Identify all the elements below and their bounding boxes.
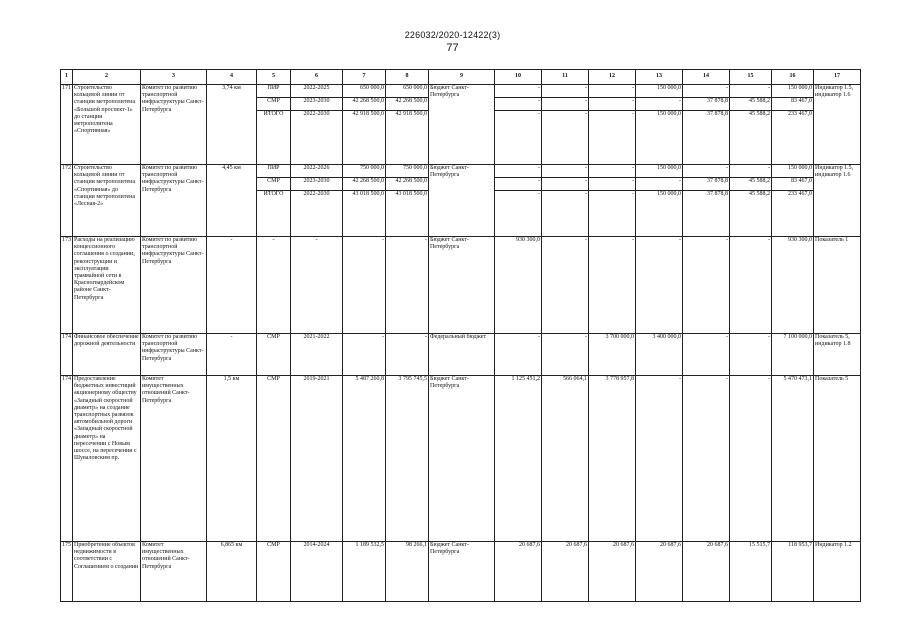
- indicator-cell: Индикатор 1.2: [814, 542, 861, 602]
- length-cell: 4,45 км: [207, 165, 257, 237]
- length-cell: -: [207, 334, 257, 376]
- year-amount-cell-12: -: [589, 178, 636, 191]
- year-amount-cell-13: -: [636, 237, 683, 334]
- header-row: [61, 70, 861, 85]
- row-number-cell: 171: [61, 85, 73, 165]
- year-amount-cell-13: -: [636, 178, 683, 191]
- length-cell: 3,74 км: [207, 85, 257, 165]
- year-amount-cell-13: -: [636, 376, 683, 542]
- remaining-cost-cell: 42 268 500,0: [386, 98, 429, 111]
- column-header: 13: [636, 70, 683, 85]
- executor-cell: Комитет имущественных отношений Санкт-Петербурга: [141, 376, 207, 542]
- year-amount-cell-11: -: [542, 178, 589, 191]
- year-amount-cell-14: 37 878,8: [683, 111, 730, 165]
- year-amount-cell-14: 37 878,8: [683, 191, 730, 237]
- total-cost-cell: -: [343, 237, 386, 334]
- row-number-cell: 174: [61, 376, 73, 542]
- row-number-cell: 174: [61, 334, 73, 376]
- remaining-cost-cell: -: [386, 237, 429, 334]
- year-amount-cell-13: -: [636, 98, 683, 111]
- year-amount-cell-16: 7 100 000,0: [772, 334, 814, 376]
- year-amount-cell-10: -: [495, 111, 542, 165]
- year-amount-cell-15: 45 588,2: [730, 178, 772, 191]
- year-amount-cell-16: 83 467,0: [772, 98, 814, 111]
- year-amount-cell-12: -: [589, 98, 636, 111]
- activity-name-cell: Финансовое обеспечение дорожной деятельности: [73, 334, 141, 376]
- work-type-cell: ИТОГО: [257, 191, 291, 237]
- remaining-cost-cell: -: [386, 334, 429, 376]
- column-header: 17: [814, 70, 861, 85]
- indicator-cell: Индикатор 1.5, индикатор 1.6: [814, 165, 861, 237]
- year-amount-cell-11: -: [542, 191, 589, 237]
- length-cell: -: [207, 237, 257, 334]
- column-header: 5: [257, 70, 291, 85]
- year-amount-cell-12: 20 687,6: [589, 542, 636, 602]
- year-amount-cell-14: -: [683, 165, 730, 178]
- period-cell: 2023-2030: [291, 178, 343, 191]
- year-amount-cell-12: -: [589, 237, 636, 334]
- year-amount-cell-10: -: [495, 191, 542, 237]
- column-header: 12: [589, 70, 636, 85]
- column-header: 16: [772, 70, 814, 85]
- funding-source-cell: Бюджет Санкт-Петербурга: [429, 165, 495, 237]
- year-amount-cell-14: 37 878,8: [683, 178, 730, 191]
- year-amount-cell-11: -: [542, 165, 589, 178]
- column-header: 7: [343, 70, 386, 85]
- row-number-cell: 173: [61, 237, 73, 334]
- year-amount-cell-10: 1 125 451,2: [495, 376, 542, 542]
- year-amount-cell-13: 150 000,0: [636, 191, 683, 237]
- year-amount-cell-15: 45 588,2: [730, 111, 772, 165]
- year-amount-cell-16: 118 953,7: [772, 542, 814, 602]
- year-amount-cell-15: -: [730, 237, 772, 334]
- document-number: 226032/2020-12422(3): [404, 30, 501, 40]
- work-type-cell: СМР: [257, 178, 291, 191]
- remaining-cost-cell: 650 000,0: [386, 85, 429, 98]
- total-cost-cell: 1 189 532,5: [343, 542, 386, 602]
- column-header: 14: [683, 70, 730, 85]
- table-row: [61, 85, 861, 98]
- activity-name-cell: Расходы на реализацию концессионного соглашения о создании, реконструкции и эксплуатации трамвайной сети в Красногвардейском районе Санкт-Петербурга: [73, 237, 141, 334]
- year-amount-cell-10: -: [495, 98, 542, 111]
- year-amount-cell-16: 150 000,0: [772, 85, 814, 98]
- year-amount-cell-15: -: [730, 85, 772, 98]
- year-amount-cell-15: -: [730, 165, 772, 178]
- year-amount-cell-10: 20 687,6: [495, 542, 542, 602]
- executor-cell: Комитет имущественных отношений Санкт-Петербурга: [141, 542, 207, 602]
- column-header: 15: [730, 70, 772, 85]
- work-type-cell: СМР: [257, 542, 291, 602]
- column-header: 1: [61, 70, 73, 85]
- activity-name-cell: Приобретение объектов недвижимости в соответствии с Соглашением о создании: [73, 542, 141, 602]
- table-row: [61, 542, 861, 602]
- work-type-cell: СМР: [257, 98, 291, 111]
- row-number-cell: 172: [61, 165, 73, 237]
- length-cell: 1,5 км: [207, 376, 257, 542]
- table-row: [61, 237, 861, 334]
- work-type-cell: СМР: [257, 334, 291, 376]
- year-amount-cell-15: -: [730, 376, 772, 542]
- column-header: 8: [386, 70, 429, 85]
- indicator-cell: Показатель 1: [814, 237, 861, 334]
- year-amount-cell-15: 45 588,2: [730, 98, 772, 111]
- column-header: 3: [141, 70, 207, 85]
- executor-cell: Комитет по развитию транспортной инфраструктуры Санкт-Петербурга: [141, 237, 207, 334]
- year-amount-cell-15: -: [730, 334, 772, 376]
- column-header: 2: [73, 70, 141, 85]
- year-amount-cell-11: -: [542, 334, 589, 376]
- executor-cell: Комитет по развитию транспортной инфраструктуры Санкт-Петербурга: [141, 85, 207, 165]
- year-amount-cell-14: -: [683, 85, 730, 98]
- indicator-cell: Показатель 5, индикатор 1.8: [814, 334, 861, 376]
- year-amount-cell-10: 930 300,0: [495, 237, 542, 334]
- year-amount-cell-11: -: [542, 237, 589, 334]
- table-container: [60, 69, 854, 629]
- work-type-cell: -: [257, 237, 291, 334]
- remaining-cost-cell: 42 268 500,0: [386, 178, 429, 191]
- table-row: [61, 334, 861, 376]
- year-amount-cell-16: 5 470 473,1: [772, 376, 814, 542]
- year-amount-cell-13: 150 000,0: [636, 85, 683, 98]
- year-amount-cell-10: -: [495, 165, 542, 178]
- year-amount-cell-10: -: [495, 85, 542, 98]
- remaining-cost-cell: 43 018 500,0: [386, 191, 429, 237]
- period-cell: 2019-2021: [291, 376, 343, 542]
- activity-name-cell: Строительство кольцевой линии от станции метрополитена «Большой проспект-1» до станции метрополитена «Спортивная»: [73, 85, 141, 165]
- column-header: 10: [495, 70, 542, 85]
- year-amount-cell-11: -: [542, 85, 589, 98]
- year-amount-cell-15: 15 515,7: [730, 542, 772, 602]
- total-cost-cell: 42 268 500,0: [343, 98, 386, 111]
- year-amount-cell-10: -: [495, 334, 542, 376]
- year-amount-cell-16: 83 467,0: [772, 178, 814, 191]
- year-amount-cell-14: -: [683, 334, 730, 376]
- year-amount-cell-12: 3 778 957,8: [589, 376, 636, 542]
- work-type-cell: ПИР: [257, 165, 291, 178]
- year-amount-cell-15: 45 588,2: [730, 191, 772, 237]
- year-amount-cell-12: -: [589, 85, 636, 98]
- period-cell: 2022-2025: [291, 85, 343, 98]
- year-amount-cell-11: -: [542, 98, 589, 111]
- period-cell: -: [291, 237, 343, 334]
- remaining-cost-cell: 750 000,0: [386, 165, 429, 178]
- total-cost-cell: 42 268 500,0: [343, 178, 386, 191]
- table-header: [61, 70, 861, 85]
- period-cell: 2022-2030: [291, 191, 343, 237]
- year-amount-cell-16: 930 300,0: [772, 237, 814, 334]
- year-amount-cell-16: 233 467,0: [772, 111, 814, 165]
- total-cost-cell: 5 487 260,8: [343, 376, 386, 542]
- year-amount-cell-14: 37 878,8: [683, 98, 730, 111]
- period-cell: 2022-2026: [291, 165, 343, 178]
- activity-name-cell: Строительство кольцевой линии от станции метрополитена «Спортивная» до станции метрополитена «Лесная-2»: [73, 165, 141, 237]
- year-amount-cell-13: 150 000,0: [636, 165, 683, 178]
- work-type-cell: ИТОГО: [257, 111, 291, 165]
- year-amount-cell-11: 20 687,6: [542, 542, 589, 602]
- page-number: 77: [446, 42, 459, 54]
- year-amount-cell-13: 20 687,6: [636, 542, 683, 602]
- year-amount-cell-12: -: [589, 191, 636, 237]
- year-amount-cell-12: -: [589, 111, 636, 165]
- total-cost-cell: -: [343, 334, 386, 376]
- funding-source-cell: Бюджет Санкт-Петербурга: [429, 85, 495, 165]
- total-cost-cell: 750 000,0: [343, 165, 386, 178]
- funding-source-cell: Бюджет Санкт-Петербурга: [429, 237, 495, 334]
- year-amount-cell-14: -: [683, 376, 730, 542]
- year-amount-cell-12: -: [589, 165, 636, 178]
- column-header: 9: [429, 70, 495, 85]
- year-amount-cell-11: -: [542, 111, 589, 165]
- year-amount-cell-16: 233 467,0: [772, 191, 814, 237]
- executor-cell: Комитет по развитию транспортной инфраструктуры Санкт-Петербурга: [141, 165, 207, 237]
- remaining-cost-cell: 42 918 500,0: [386, 111, 429, 165]
- period-cell: 2021-2022: [291, 334, 343, 376]
- period-cell: 2023-2030: [291, 98, 343, 111]
- year-amount-cell-13: 3 400 000,0: [636, 334, 683, 376]
- work-type-cell: СМР: [257, 376, 291, 542]
- column-header: 4: [207, 70, 257, 85]
- column-header: 11: [542, 70, 589, 85]
- table-row: [61, 165, 861, 178]
- funding-source-cell: Федеральный бюджет: [429, 334, 495, 376]
- funding-source-cell: Бюджет Санкт-Петербурга: [429, 376, 495, 542]
- program-table: [60, 69, 861, 602]
- remaining-cost-cell: 98 266,1: [386, 542, 429, 602]
- total-cost-cell: 42 918 500,0: [343, 111, 386, 165]
- indicator-cell: Показатель 5: [814, 376, 861, 542]
- year-amount-cell-14: 20 687,6: [683, 542, 730, 602]
- length-cell: 6,865 км: [207, 542, 257, 602]
- period-cell: 2014-2024: [291, 542, 343, 602]
- total-cost-cell: 650 000,0: [343, 85, 386, 98]
- work-type-cell: ПИР: [257, 85, 291, 98]
- total-cost-cell: 43 018 500,0: [343, 191, 386, 237]
- indicator-cell: Индикатор 1.5, индикатор 1.6: [814, 85, 861, 165]
- period-cell: 2022-2030: [291, 111, 343, 165]
- activity-name-cell: Предоставление бюджетных инвестиций акционерному обществу «Западный скоростной диаметр» на создание транспортных развязок автомобильной дороги «Западный скоростной диаметр» на пересечении с Новым шоссе, на пересечении с Шуваловским пр.: [73, 376, 141, 542]
- funding-source-cell: Бюджет Санкт-Петербурга: [429, 542, 495, 602]
- column-header: 6: [291, 70, 343, 85]
- year-amount-cell-16: 150 000,0: [772, 165, 814, 178]
- executor-cell: Комитет по развитию транспортной инфраструктуры Санкт-Петербурга: [141, 334, 207, 376]
- year-amount-cell-14: -: [683, 237, 730, 334]
- remaining-cost-cell: 3 795 745,5: [386, 376, 429, 542]
- row-number-cell: 175: [61, 542, 73, 602]
- year-amount-cell-13: 150 000,0: [636, 111, 683, 165]
- year-amount-cell-12: 3 700 000,0: [589, 334, 636, 376]
- table-row: [61, 376, 861, 542]
- year-amount-cell-10: -: [495, 178, 542, 191]
- year-amount-cell-11: 566 064,1: [542, 376, 589, 542]
- table-body: [61, 85, 861, 602]
